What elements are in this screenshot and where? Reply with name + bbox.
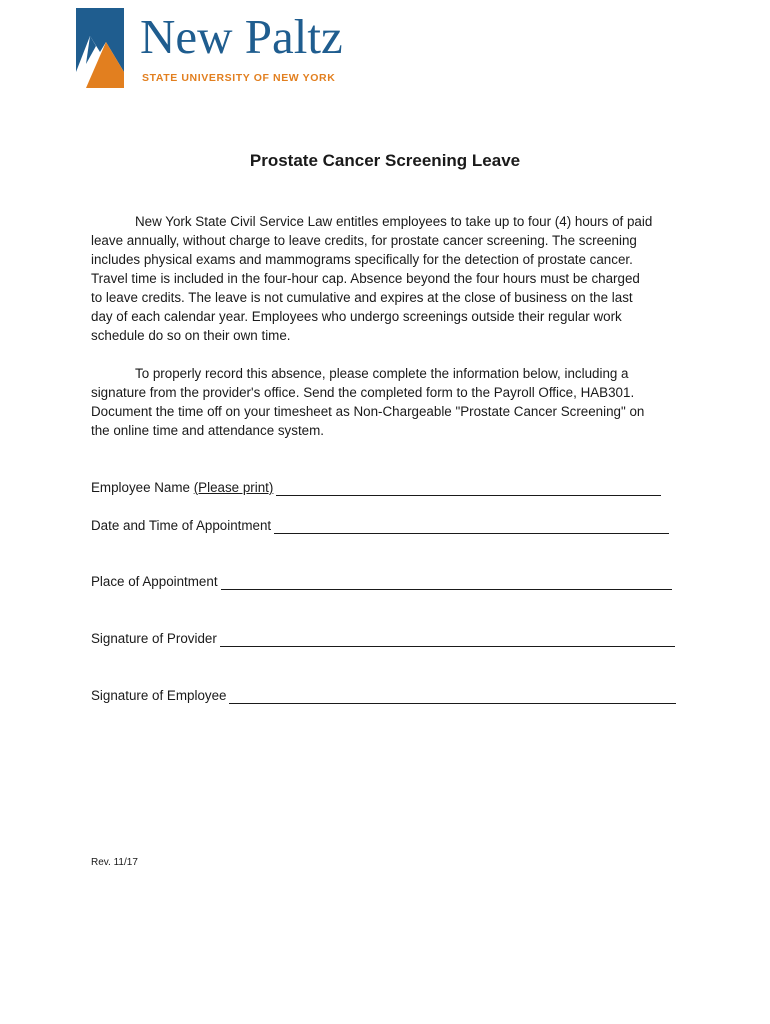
paragraph-line: day of each calendar year. Employees who undergo screenings outside their regular work <box>91 309 622 324</box>
employee-signature-input-line[interactable] <box>229 688 676 704</box>
employee-signature-label: Signature of Employee <box>91 688 227 703</box>
paragraph-line: schedule do so on their own time. <box>91 328 291 343</box>
employee-name-field <box>91 477 661 497</box>
paragraph-line: New York State Civil Service Law entitles employees to take up to four (4) hours of paid <box>135 214 653 229</box>
paragraph-line: the online time and attendance system. <box>91 423 324 438</box>
appointment-place-input-line[interactable] <box>221 574 672 590</box>
appointment-date-time-input-line[interactable] <box>274 518 669 534</box>
instructions-paragraph <box>91 364 671 440</box>
paragraph-line: to leave credits. The leave is not cumulative and expires at the close of business on the last <box>91 290 633 305</box>
paragraph-line: leave annually, without charge to leave credits, for prostate cancer screening. The screening <box>91 233 637 248</box>
paragraph-line: To properly record this absence, please complete the information below, including a <box>135 366 629 381</box>
logo-subtitle: STATE UNIVERSITY OF NEW YORK <box>142 72 336 84</box>
appointment-date-time-label: Date and Time of Appointment <box>91 518 272 533</box>
revision-note: Rev. 11/17 <box>91 857 138 868</box>
paragraph-line: Travel time is included in the four-hour cap. Absence beyond the four hours must be charged <box>91 271 640 286</box>
employee-name-hint: (Please print) <box>193 480 274 495</box>
paragraph-line: signature from the provider's office. Send the completed form to the Payroll Office, HAB301. <box>91 385 635 400</box>
paragraph-line: includes physical exams and mammograms specifically for the detection of prostate cancer. <box>91 252 633 267</box>
appointment-place-label: Place of Appointment <box>91 574 218 589</box>
logo-mountain-icon <box>76 8 128 88</box>
employee-name-label: Employee Name (Please print) <box>91 480 274 495</box>
provider-signature-label: Signature of Provider <box>91 631 217 646</box>
policy-paragraph <box>91 212 671 345</box>
new-paltz-logo <box>76 8 346 90</box>
provider-signature-field <box>91 628 675 648</box>
appointment-date-time-field <box>91 515 669 535</box>
document-title: Prostate Cancer Screening Leave <box>249 151 521 170</box>
logo-wordmark: New Paltz <box>140 9 343 64</box>
appointment-place-field <box>91 571 672 591</box>
provider-signature-input-line[interactable] <box>220 631 675 647</box>
employee-name-input-line[interactable] <box>276 480 661 496</box>
employee-signature-field <box>91 685 676 705</box>
paragraph-line: Document the time off on your timesheet as Non-Chargeable "Prostate Cancer Screening" on <box>91 404 645 419</box>
